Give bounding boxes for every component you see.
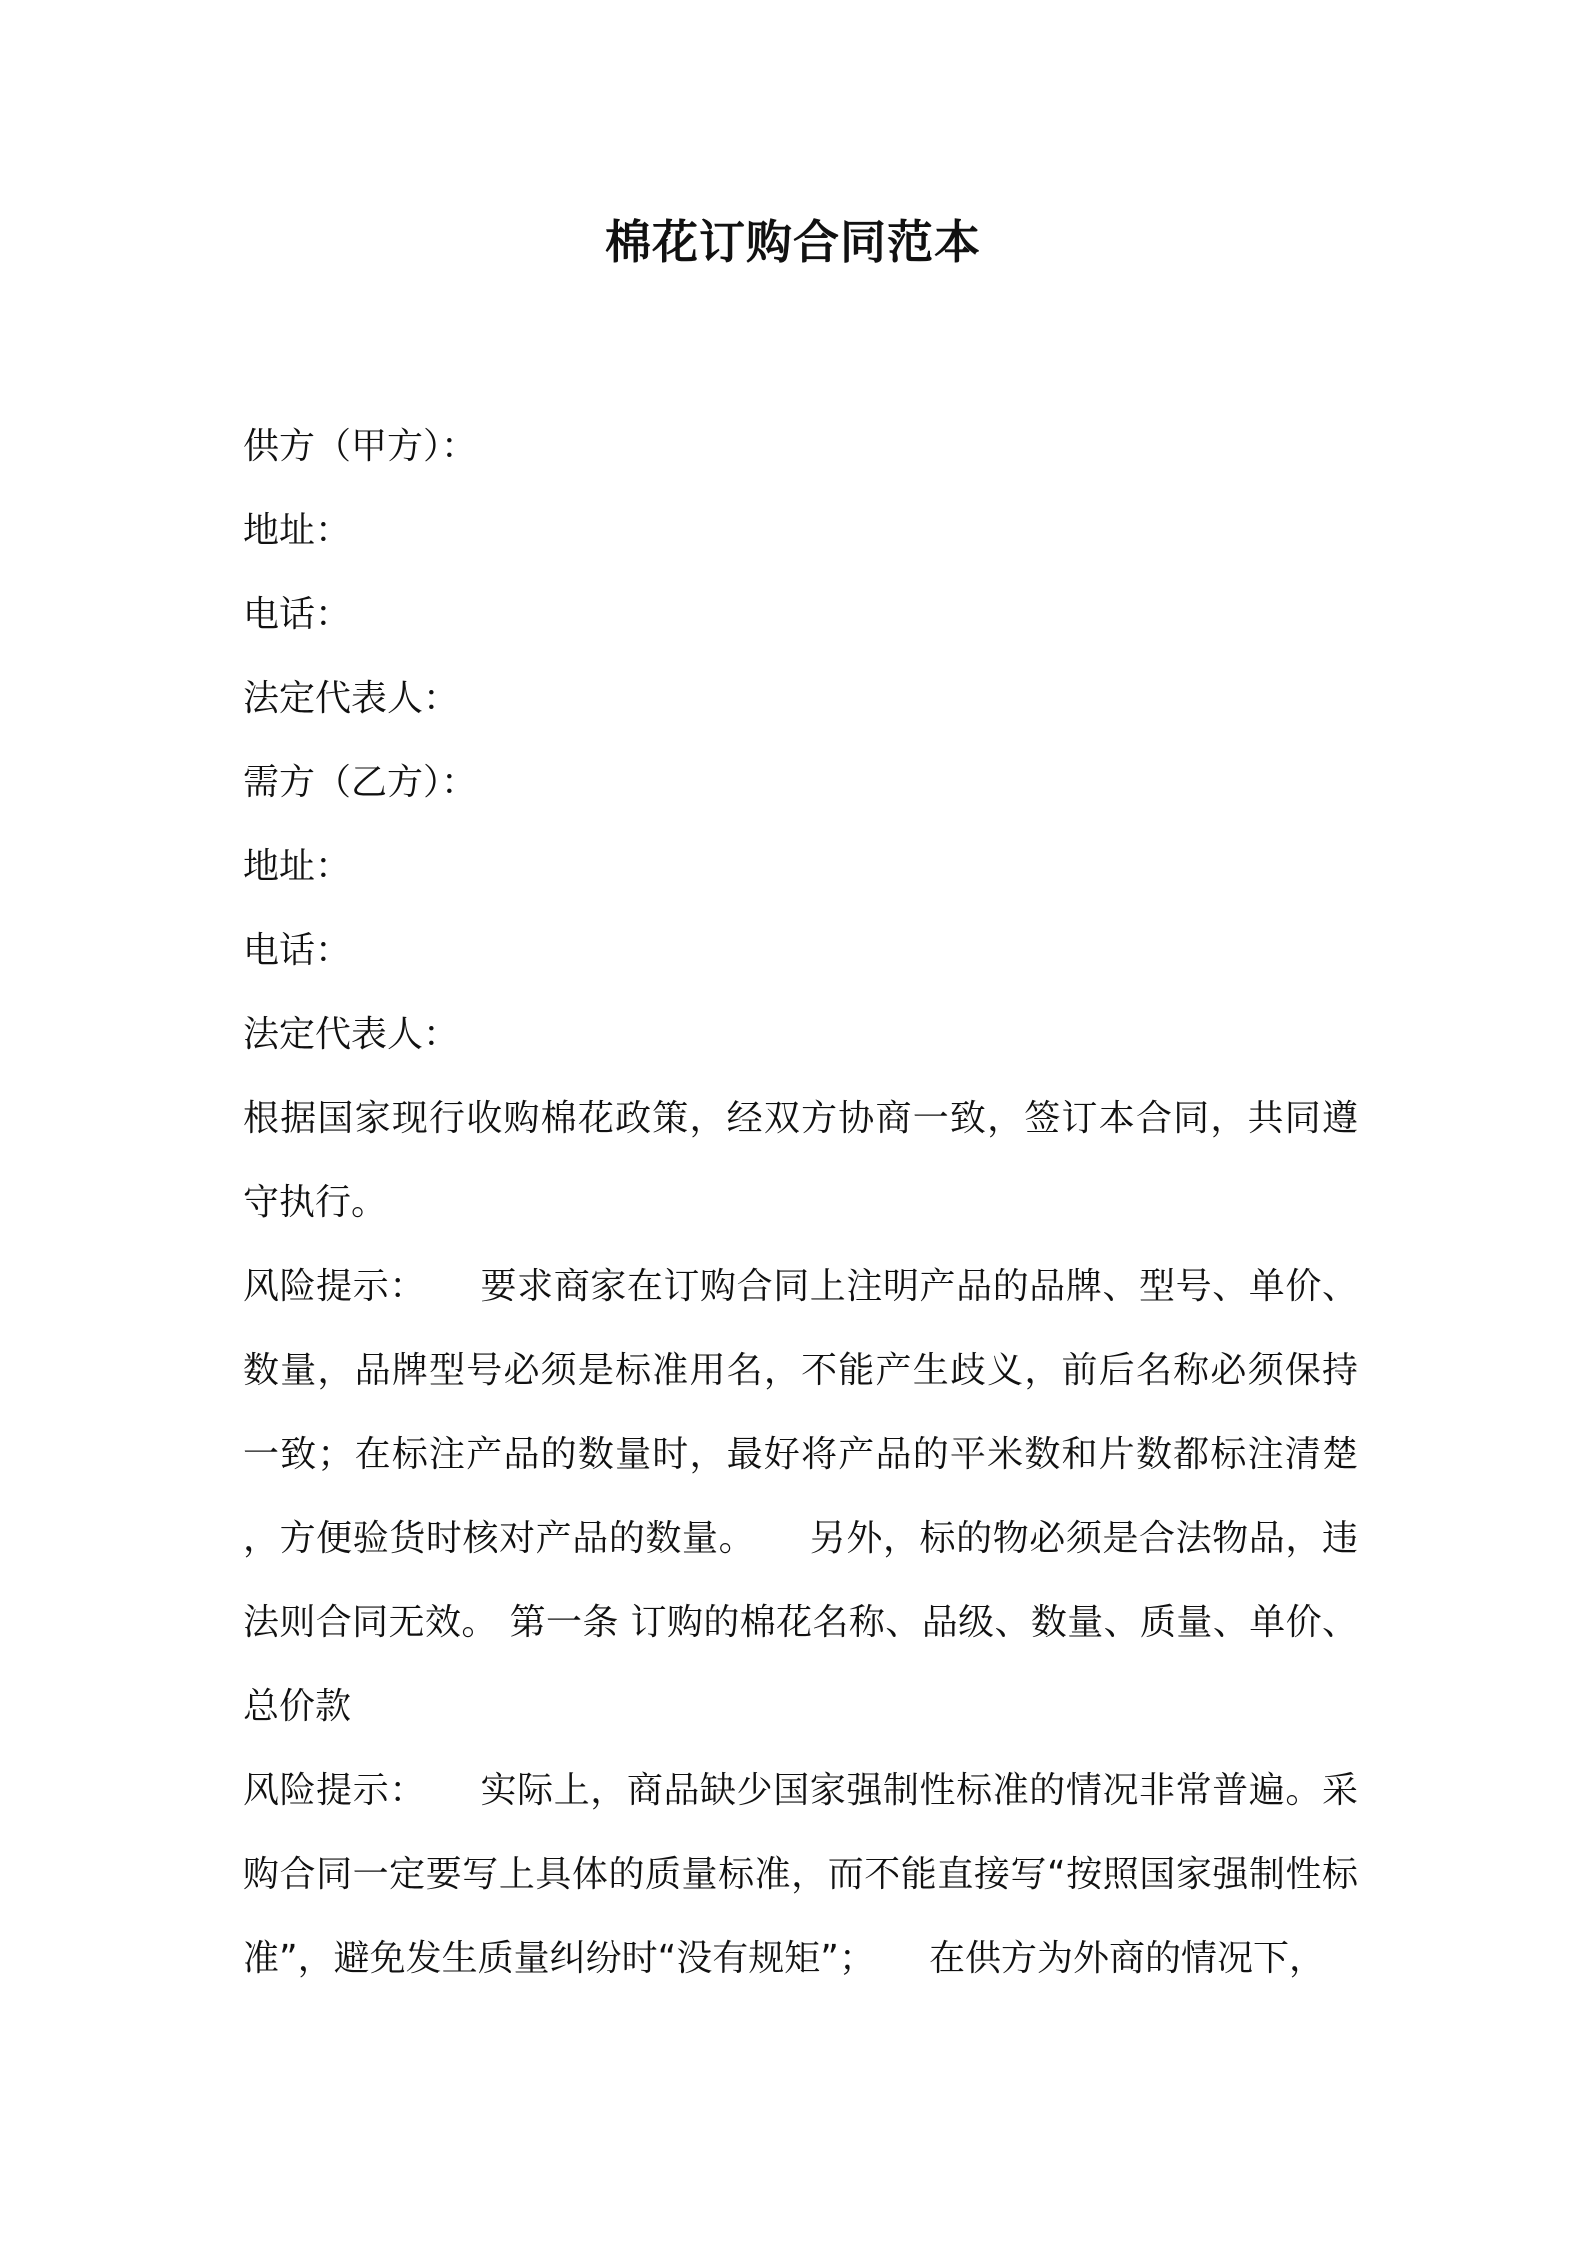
risk-text-extra: 在供方为外商的情况下， — [928, 1938, 1325, 1979]
supplier-address-field: 地址： — [243, 510, 352, 551]
supplier-phone-field: 电话： — [243, 594, 352, 635]
risk-paragraph-1 — [243, 1245, 1358, 1749]
buyer-field: 需方（乙方）： — [243, 762, 478, 803]
document-body — [243, 405, 1358, 2001]
intro-paragraph: 根据国家现行收购棉花政策，经双方协商一致，签订本合同，共同遵守执行。 — [243, 1098, 1358, 1223]
risk-label: 风险提示： — [243, 1770, 426, 1811]
risk-text-extra: 另外，标的物必须是合法物品，违法则合同无效。 — [243, 1518, 1358, 1643]
buyer-address-field: 地址： — [243, 846, 352, 887]
supplier-field: 供方（甲方）： — [243, 426, 478, 467]
risk-label: 风险提示： — [243, 1266, 426, 1307]
risk-text: 要求商家在订购合同上注明产品的品牌、型号、单价、数量，品牌型号必须是标准用名，不能产生歧义，前后名称必须保持一致；在标注产品的数量时，最好将产品的平米数和片数都标注清楚，方便验货时核对产品的数量。 — [243, 1266, 1358, 1559]
risk-text: 实际上，商品缺少国家强制性标准的情况非常普遍。采购合同一定要写上具体的质量标准，而不能直接写“按照国家强制性标准”，避免发生质量纠纷时“没有规矩”； — [243, 1770, 1358, 1979]
buyer-representative-field: 法定代表人： — [243, 1014, 460, 1055]
supplier-representative-field: 法定代表人： — [243, 678, 460, 719]
article-1-heading: 第一条 订购的棉花名称、品级、数量、质量、单价、总价款 — [243, 1602, 1358, 1727]
document-title: 棉花订购合同范本 — [605, 215, 981, 269]
risk-paragraph-2 — [243, 1749, 1358, 2001]
buyer-phone-field: 电话： — [243, 930, 352, 971]
